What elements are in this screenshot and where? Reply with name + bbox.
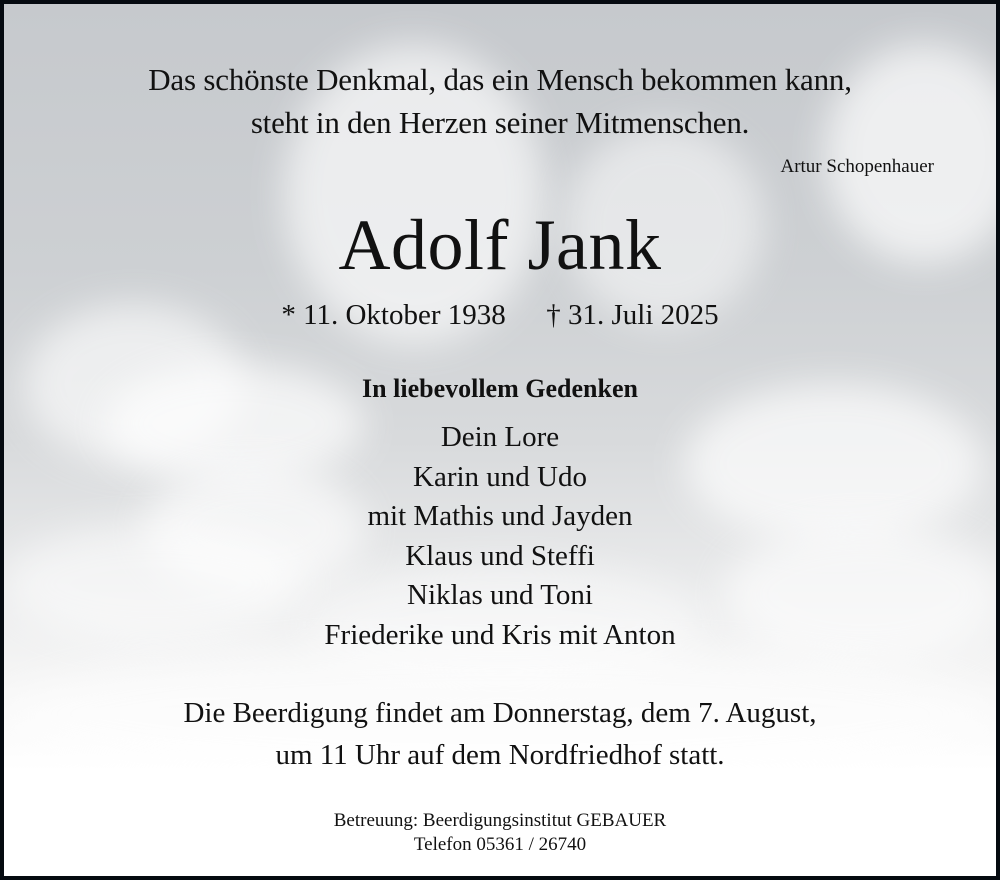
funeral-line: Die Beerdigung findet am Donnerstag, dem 7. August, bbox=[183, 697, 817, 729]
obituary-content bbox=[4, 4, 996, 876]
quote-author: Artur Schopenhauer bbox=[780, 156, 934, 177]
mourner: Klaus und Steffi bbox=[405, 539, 595, 572]
mourner: Niklas und Toni bbox=[407, 579, 593, 611]
death-date: 31. Juli 2025 bbox=[568, 299, 719, 331]
birth-date: 11. Oktober 1938 bbox=[303, 299, 506, 331]
death-cross-icon: † bbox=[546, 299, 561, 331]
mourner: Dein Lore bbox=[440, 421, 560, 453]
mourner: Karin und Udo bbox=[413, 460, 587, 493]
funeral-service bbox=[4, 809, 996, 857]
mourner: Friederike und Kris mit Anton bbox=[324, 618, 676, 651]
quote bbox=[4, 58, 996, 144]
quote-line: steht in den Herzen seiner Mitmenschen. bbox=[250, 105, 750, 140]
deceased-name: Adolf Jank bbox=[338, 205, 662, 285]
quote-line: Das schönste Denkmal, das ein Mensch bekommen kann, bbox=[148, 62, 852, 97]
funeral-line: um 11 Uhr auf dem Nordfriedhof statt. bbox=[275, 739, 725, 771]
mourner: mit Mathis und Jayden bbox=[367, 500, 633, 532]
memorial-heading: In liebevollem Gedenken bbox=[362, 374, 638, 403]
life-dates bbox=[4, 295, 996, 335]
service-phone: Telefon 05361 / 26740 bbox=[413, 834, 587, 855]
mourners-list bbox=[4, 418, 996, 655]
service-provider: Betreuung: Beerdigungsinstitut GEBAUER bbox=[333, 810, 667, 831]
funeral-info bbox=[4, 692, 996, 776]
birth-star-icon: * bbox=[281, 299, 296, 331]
